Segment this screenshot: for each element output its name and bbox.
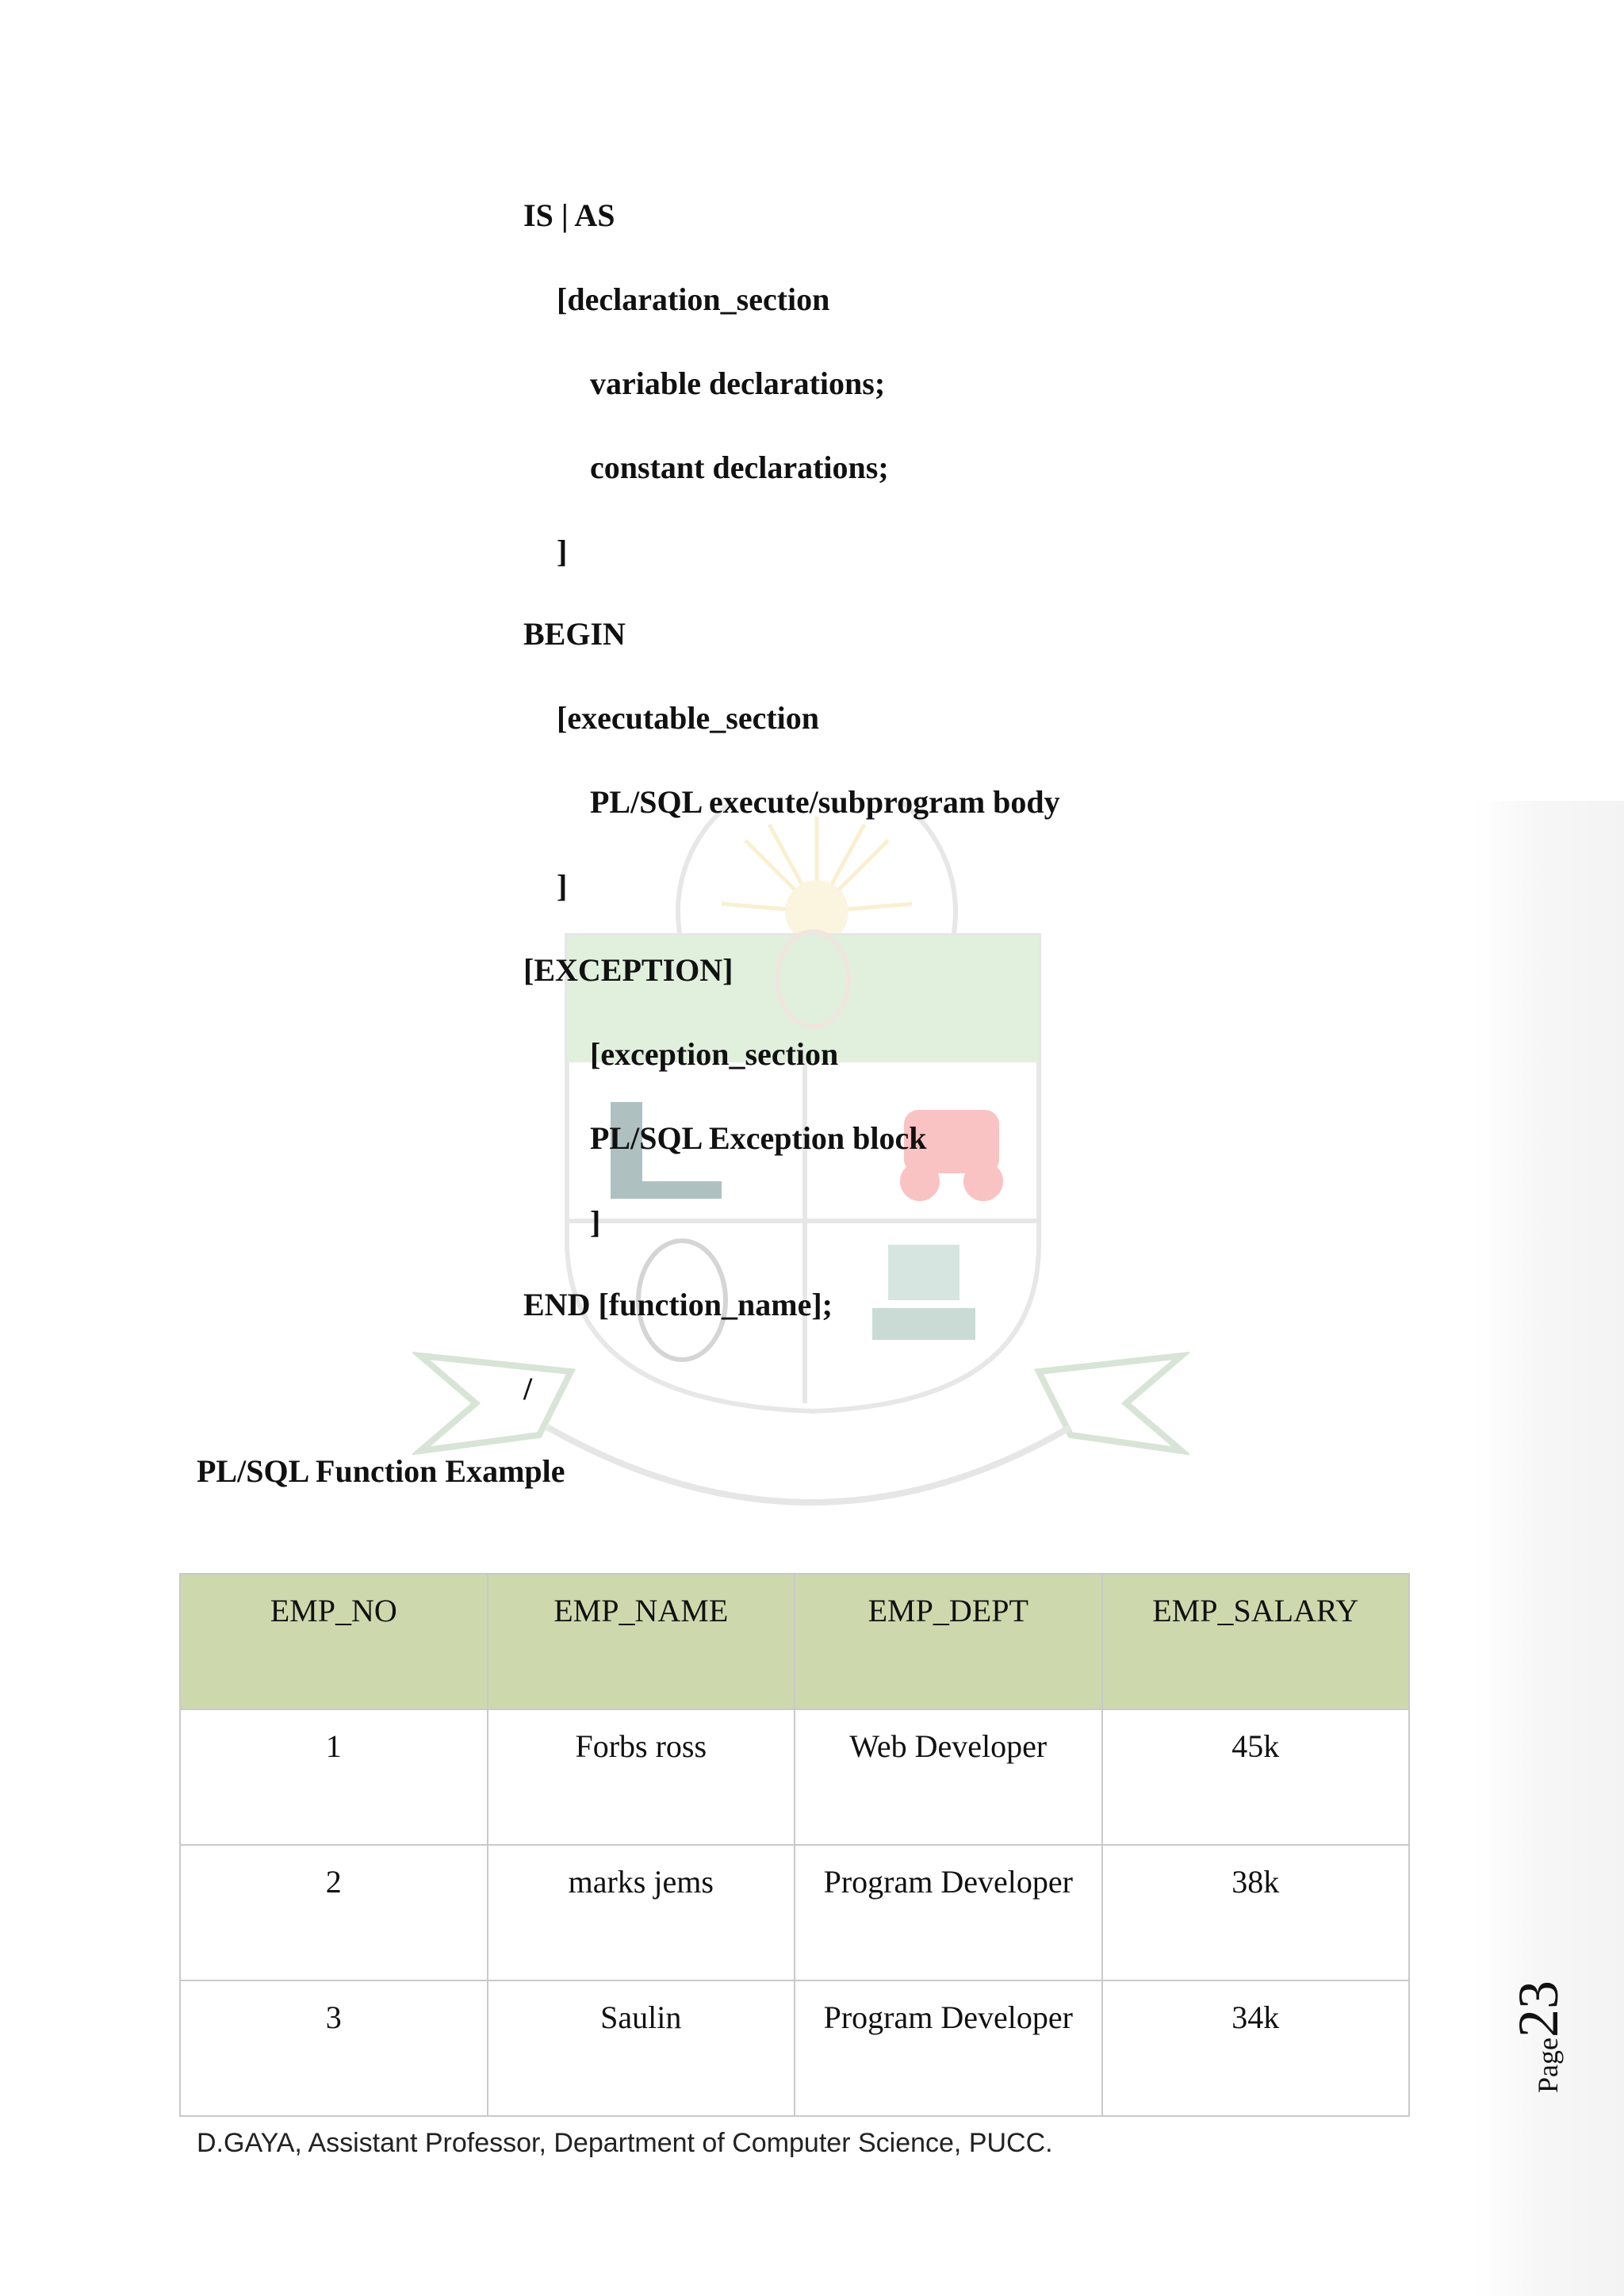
table-cell: Saulin: [488, 1980, 795, 2116]
table-cell: Program Developer: [795, 1845, 1102, 1980]
code-line: END [function_name];: [523, 1287, 833, 1322]
table-cell: Web Developer: [795, 1709, 1102, 1845]
code-line: [EXCEPTION]: [523, 952, 733, 988]
table-cell: 38k: [1102, 1845, 1410, 1980]
code-line: IS | AS: [523, 197, 615, 233]
page-number-value: 23: [1507, 1980, 1570, 2038]
table-cell: Forbs ross: [488, 1709, 795, 1845]
code-line: ]: [590, 1204, 601, 1240]
code-line: constant declarations;: [590, 450, 889, 485]
code-line: BEGIN: [523, 616, 626, 652]
table-cell: marks jems: [488, 1845, 795, 1980]
table-row: [180, 1845, 1409, 1980]
university-crest-watermark-icon: [412, 801, 1189, 1546]
code-line: PL/SQL execute/subprogram body: [590, 784, 1060, 820]
table-header-cell: EMP_NO: [180, 1574, 488, 1709]
table-cell: 45k: [1102, 1709, 1410, 1845]
table-header-cell: EMP_DEPT: [795, 1574, 1102, 1709]
code-line: variable declarations;: [590, 365, 886, 401]
section-heading: PL/SQL Function Example: [197, 1453, 565, 1489]
code-line: ]: [557, 534, 568, 569]
code-line: /: [523, 1371, 533, 1406]
code-line: PL/SQL Exception block: [590, 1120, 927, 1156]
employee-table: [179, 1573, 1410, 2117]
page-number: [1507, 1980, 1570, 2093]
table-row: [180, 1709, 1409, 1845]
table-cell: 34k: [1102, 1980, 1410, 2116]
code-line: [exception_section: [590, 1036, 839, 1072]
code-line: [declaration_section: [557, 281, 830, 317]
table-row: [180, 1980, 1409, 2116]
table-cell: Program Developer: [795, 1980, 1102, 2116]
table-header-cell: EMP_SALARY: [1102, 1574, 1410, 1709]
code-line: ]: [557, 868, 568, 904]
table-cell: 3: [180, 1980, 488, 2116]
table-cell: 2: [180, 1845, 488, 1980]
page-word: Page: [1532, 2038, 1564, 2093]
footer-text: D.GAYA, Assistant Professor, Department of Computer Science, PUCC.: [197, 2128, 1053, 2158]
table-header-cell: EMP_NAME: [488, 1574, 795, 1709]
table-cell: 1: [180, 1709, 488, 1845]
code-line: [executable_section: [557, 700, 820, 736]
table-header-row: [180, 1574, 1409, 1709]
